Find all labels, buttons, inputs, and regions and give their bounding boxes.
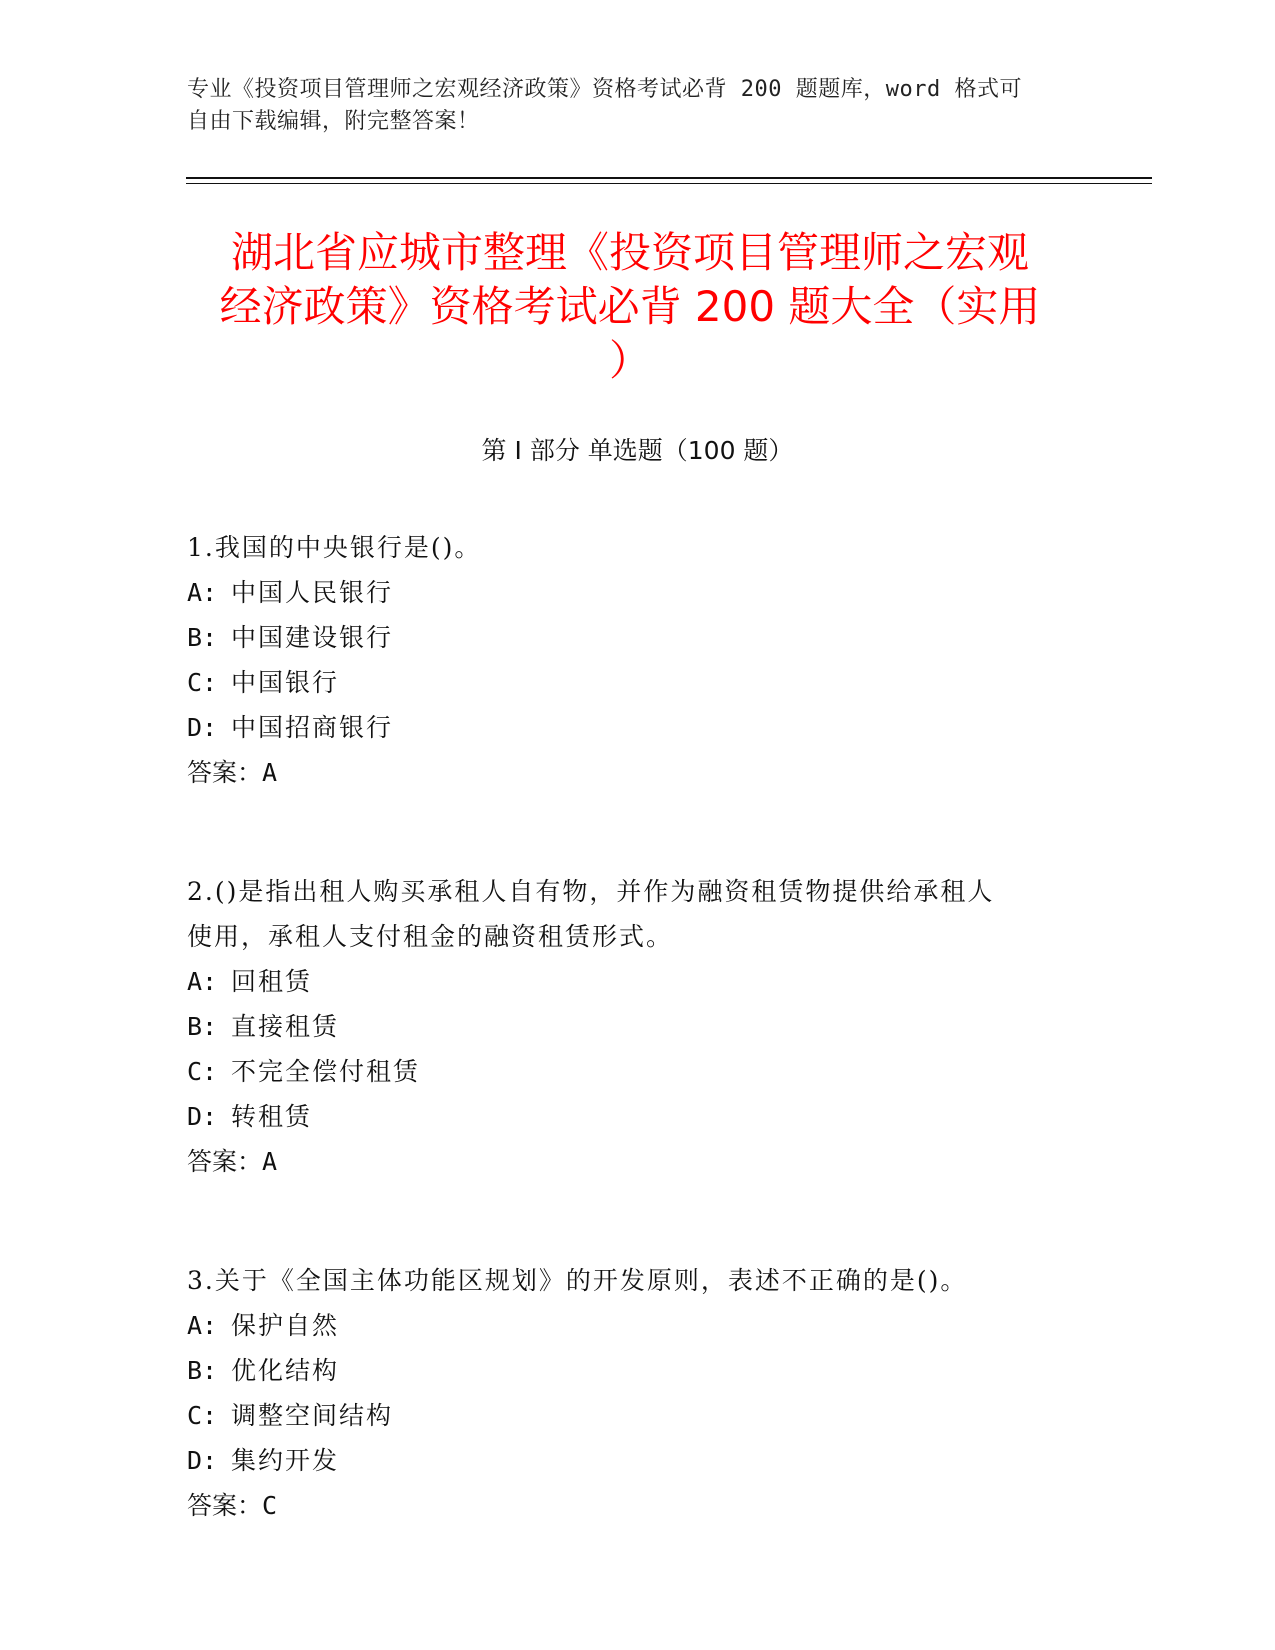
question-list — [187, 525, 1087, 1528]
question-spacer — [187, 795, 1087, 869]
option-key: D: — [187, 1102, 218, 1131]
header-note-line: 自由下载编辑，附完整答案！ — [187, 109, 480, 134]
header-divider — [186, 177, 1152, 179]
option-d — [187, 705, 1087, 750]
option-a — [187, 959, 1087, 1004]
question-stem: 1.我国的中央银行是()。 — [187, 533, 482, 562]
option-text: 集约开发 — [231, 1446, 340, 1475]
option-key: A: — [187, 1311, 218, 1340]
option-text: 中国人民银行 — [231, 578, 394, 607]
option-b — [187, 615, 1087, 660]
answer-line — [187, 1139, 1087, 1184]
option-key: B: — [187, 623, 218, 652]
option-key: C: — [187, 1057, 218, 1086]
answer-value: C — [262, 1491, 278, 1520]
title-line: 湖北省应城市整理《投资项目管理师之宏观 — [230, 228, 1029, 277]
option-key: B: — [187, 1012, 218, 1041]
answer-label: 答案： — [187, 1491, 263, 1520]
answer-label: 答案： — [187, 758, 263, 787]
title-line: 经济政策》资格考试必背 200 题大全（实用 — [219, 282, 1041, 331]
answer-line — [187, 750, 1087, 795]
option-b — [187, 1004, 1087, 1049]
question-stem: 3.关于《全国主体功能区规划》的开发原则，表述不正确的是()。 — [187, 1266, 968, 1295]
question-stem: 使用，承租人支付租金的融资租赁形式。 — [187, 922, 674, 951]
header-divider-thin — [186, 183, 1152, 184]
option-key: D: — [187, 713, 218, 742]
answer-label: 答案： — [187, 1147, 263, 1176]
option-text: 优化结构 — [231, 1356, 340, 1385]
question-spacer — [187, 1184, 1087, 1258]
option-key: C: — [187, 1401, 218, 1430]
option-text: 保护自然 — [231, 1311, 340, 1340]
option-key: A: — [187, 578, 218, 607]
option-a — [187, 570, 1087, 615]
question-stem: 2.()是指出租人购买承租人自有物，并作为融资租赁物提供给承租人 — [187, 877, 995, 906]
option-key: D: — [187, 1446, 218, 1475]
option-key: B: — [187, 1356, 218, 1385]
answer-line — [187, 1483, 1087, 1528]
title-line: ） — [608, 336, 651, 385]
header-note — [187, 74, 1087, 138]
option-text: 中国银行 — [231, 668, 340, 697]
answer-value: A — [262, 758, 278, 787]
option-c — [187, 1393, 1087, 1438]
option-text: 调整空间结构 — [231, 1401, 394, 1430]
option-a — [187, 1303, 1087, 1348]
option-text: 回租赁 — [231, 967, 313, 996]
header-note-line: 专业《投资项目管理师之宏观经济政策》资格考试必背 200 题题库，word 格式可 — [187, 77, 1022, 102]
option-text: 中国招商银行 — [231, 713, 394, 742]
question-item — [187, 1258, 1087, 1528]
option-text: 中国建设银行 — [231, 623, 394, 652]
option-text: 不完全偿付租赁 — [231, 1057, 421, 1086]
option-c — [187, 660, 1087, 705]
option-d — [187, 1094, 1087, 1139]
option-b — [187, 1348, 1087, 1393]
option-c — [187, 1049, 1087, 1094]
section-heading: 第 I 部分 单选题（100 题） — [481, 436, 794, 465]
option-key: A: — [187, 967, 218, 996]
option-d — [187, 1438, 1087, 1483]
answer-value: A — [262, 1147, 278, 1176]
document-title — [190, 226, 1070, 388]
option-text: 直接租赁 — [231, 1012, 340, 1041]
question-item — [187, 525, 1087, 795]
option-key: C: — [187, 668, 218, 697]
option-text: 转租赁 — [231, 1102, 313, 1131]
question-item — [187, 869, 1087, 1184]
